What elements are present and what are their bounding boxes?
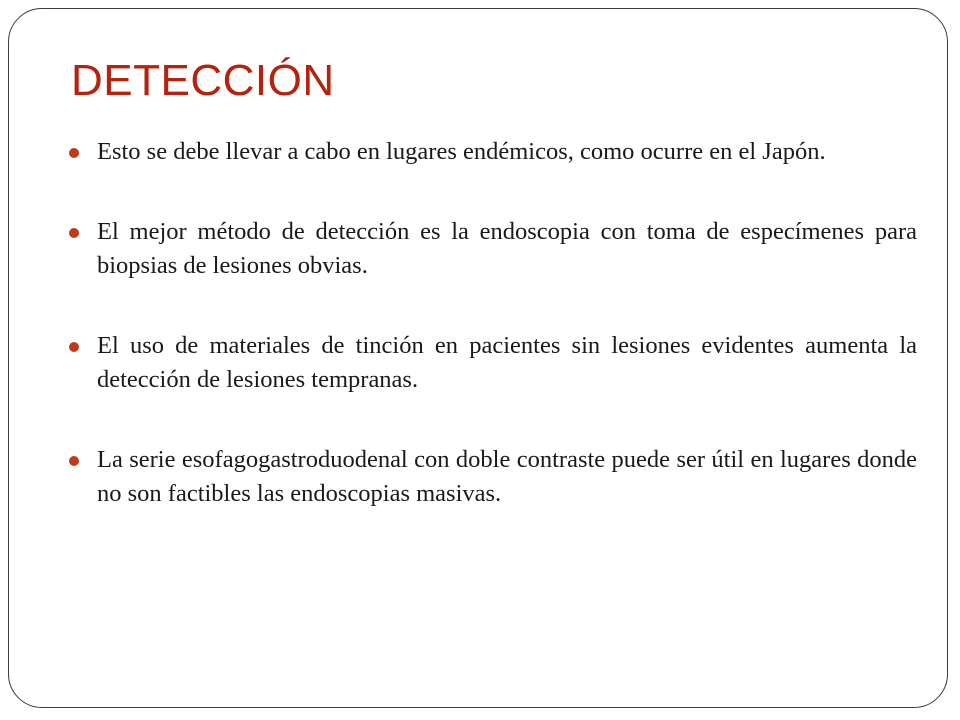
bullet-dot-icon	[69, 228, 79, 238]
bullet-list	[69, 135, 917, 511]
bullet-text: El mejor método de detección es la endoscopia con toma de especímenes para biopsias de lesiones obvias.	[97, 218, 917, 279]
bullet-item	[69, 329, 917, 397]
bullet-text: La serie esofagogastroduodenal con doble contraste puede ser útil en lugares donde no son factibles las endoscopias masivas.	[97, 446, 917, 507]
bullet-dot-icon	[69, 148, 79, 158]
bullet-text: El uso de materiales de tinción en pacientes sin lesiones evidentes aumenta la detección de lesiones tempranas.	[97, 332, 917, 393]
slide-frame	[8, 8, 948, 708]
bullet-item	[69, 215, 917, 283]
bullet-item	[69, 135, 917, 169]
bullet-dot-icon	[69, 342, 79, 352]
bullet-dot-icon	[69, 456, 79, 466]
slide-title: DETECCIÓN	[71, 56, 335, 105]
bullet-text: Esto se debe llevar a cabo en lugares endémicos, como ocurre en el Japón.	[97, 138, 826, 165]
bullet-item	[69, 443, 917, 511]
